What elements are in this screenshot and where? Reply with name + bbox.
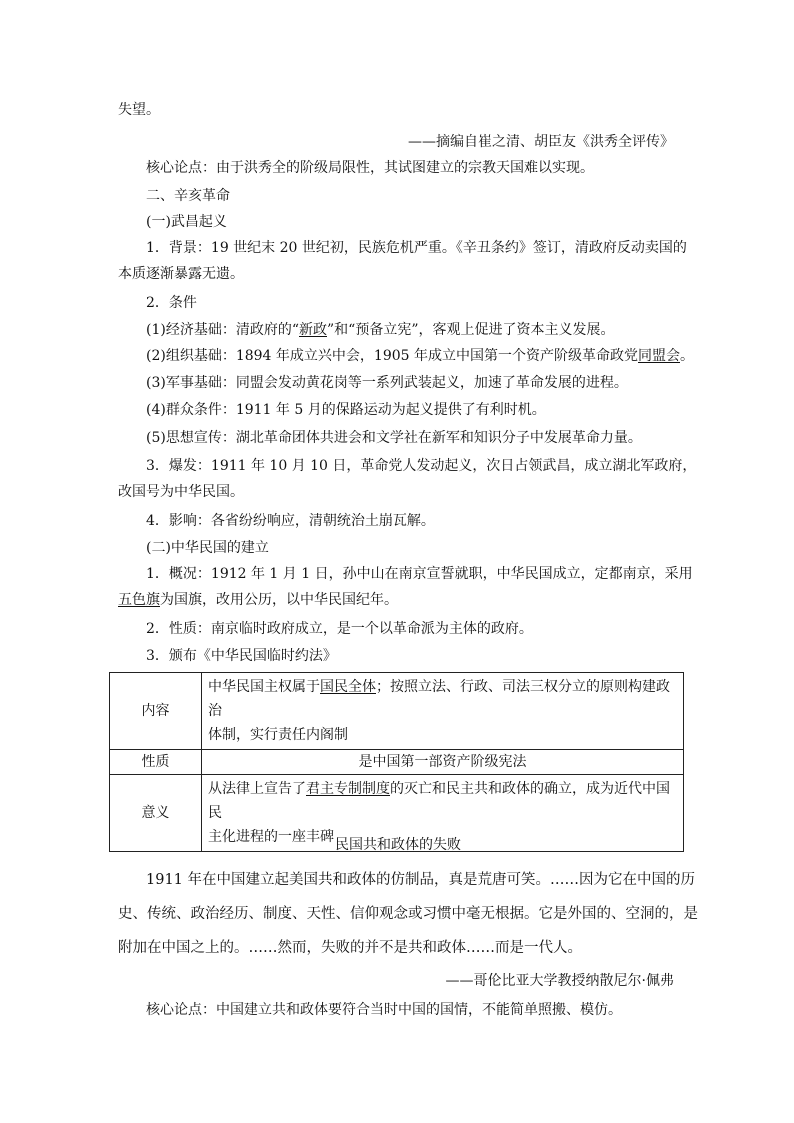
constitution-heading: 3．颁布《中华民国临时约法》	[146, 648, 337, 664]
condition-organization	[146, 345, 694, 367]
core-argument: 核心论点：中国建立共和政体要符合当时中国的国情，不能简单照搬、模仿。	[146, 1002, 622, 1018]
row-value	[202, 673, 684, 750]
outbreak-line-2: 改国号为中华民国。	[118, 484, 244, 500]
core-argument: 核心论点：由于洪秀全的阶级局限性，其试图建立的宗教天国难以实现。	[146, 160, 594, 176]
text: 为国旗，改用公历，以中华民国纪年。	[160, 592, 398, 608]
section-title: 二、辛亥革命	[146, 188, 230, 204]
essay-line-2: 史、传统、政治经历、制度、天性、信仰观念或习惯中毫无根据。它是外国的、空洞的，是	[118, 906, 698, 922]
row-key: 性质	[110, 750, 202, 775]
text: 从法律上宣告了	[208, 781, 306, 797]
text: 主化进程的一座丰碑	[208, 829, 334, 845]
paragraph-continuation: 失望。	[118, 102, 160, 118]
text: 。	[680, 348, 694, 364]
essay-line-3: 附加在中国之上的。……然而，失败的并不是共和政体……而是一代人。	[118, 940, 582, 956]
condition-military: (3)军事基础：同盟会发动黄花岗等一系列武装起义，加速了革命发展的进程。	[146, 375, 628, 391]
subsection-title: (二)中华民国的建立	[146, 540, 269, 556]
subsection-title: (一)武昌起义	[146, 214, 227, 230]
underlined-term: 国民全体	[320, 679, 376, 695]
condition-ideology: (5)思想宣传：湖北革命团体共进会和文学社在新军和知识分子中发展革命力量。	[146, 430, 642, 446]
conditions-heading: 2．条件	[146, 295, 197, 311]
source-citation: ——摘编自崔之清、胡臣友《洪秀全评传》	[408, 134, 674, 150]
overview-line-1: 1．概况：1912 年 1 月 1 日，孙中山在南京宣誓就职，中华民国成立，定都南京，采用	[146, 566, 693, 582]
overview-line-2	[118, 589, 678, 611]
outbreak-line-1: 3．爆发：1911 年 10 月 10 日，革命党人发动起义，次日占领武昌，成立湖北军政府，	[146, 458, 697, 474]
influence: 4．影响：各省纷纷响应，清朝统治土崩瓦解。	[146, 513, 435, 529]
text: (1)经济基础：清政府的“	[146, 322, 299, 338]
essay-line-1: 1911 年在中国建立起美国共和政体的仿制品，真是荒唐可笑。……因为它在中国的历	[146, 872, 696, 888]
text: 中华民国主权属于	[208, 679, 320, 695]
condition-masses: (4)群众条件：1911 年 5 月的保路运动为起义提供了有利时机。	[146, 402, 546, 418]
background-line-2: 本质逐渐暴露无遗。	[118, 266, 244, 282]
row-key: 意义	[110, 775, 202, 852]
nature: 2．性质：南京临时政府成立，是一个以革命派为主体的政府。	[146, 621, 533, 637]
table-row	[110, 673, 684, 750]
row-value: 是中国第一部资产阶级宪法	[202, 750, 684, 775]
underlined-term: 君主专制制度	[306, 781, 390, 797]
text: 体制，实行责任内阁制	[208, 727, 348, 743]
row-key: 内容	[110, 673, 202, 750]
underlined-term: 同盟会	[638, 348, 680, 364]
text: ；按照立法、行政、司法三权分立的原则构建政治	[208, 679, 670, 719]
condition-economic	[146, 319, 678, 341]
table-row	[110, 750, 684, 775]
text: (2)组织基础：1894 年成立兴中会，1905 年成立中国第一个资产阶级革命政党	[146, 348, 638, 364]
background-line-1: 1．背景：19 世纪末 20 世纪初，民族危机严重。《辛丑条约》签订，清政府反动卖国的	[146, 240, 687, 256]
underlined-term: 五色旗	[118, 592, 160, 608]
essay-title: 民国共和政体的失败	[335, 837, 461, 853]
constitution-table	[109, 672, 684, 852]
text: ”和“预备立宪”，客观上促进了资本主义发展。	[327, 322, 615, 338]
underlined-term: 新政	[299, 322, 327, 338]
text: 的灭亡和民主共和政体的确立，成为近代中国民	[208, 781, 670, 821]
source-citation: ——哥伦比亚大学教授纳散尼尔·佩弗	[445, 973, 674, 989]
